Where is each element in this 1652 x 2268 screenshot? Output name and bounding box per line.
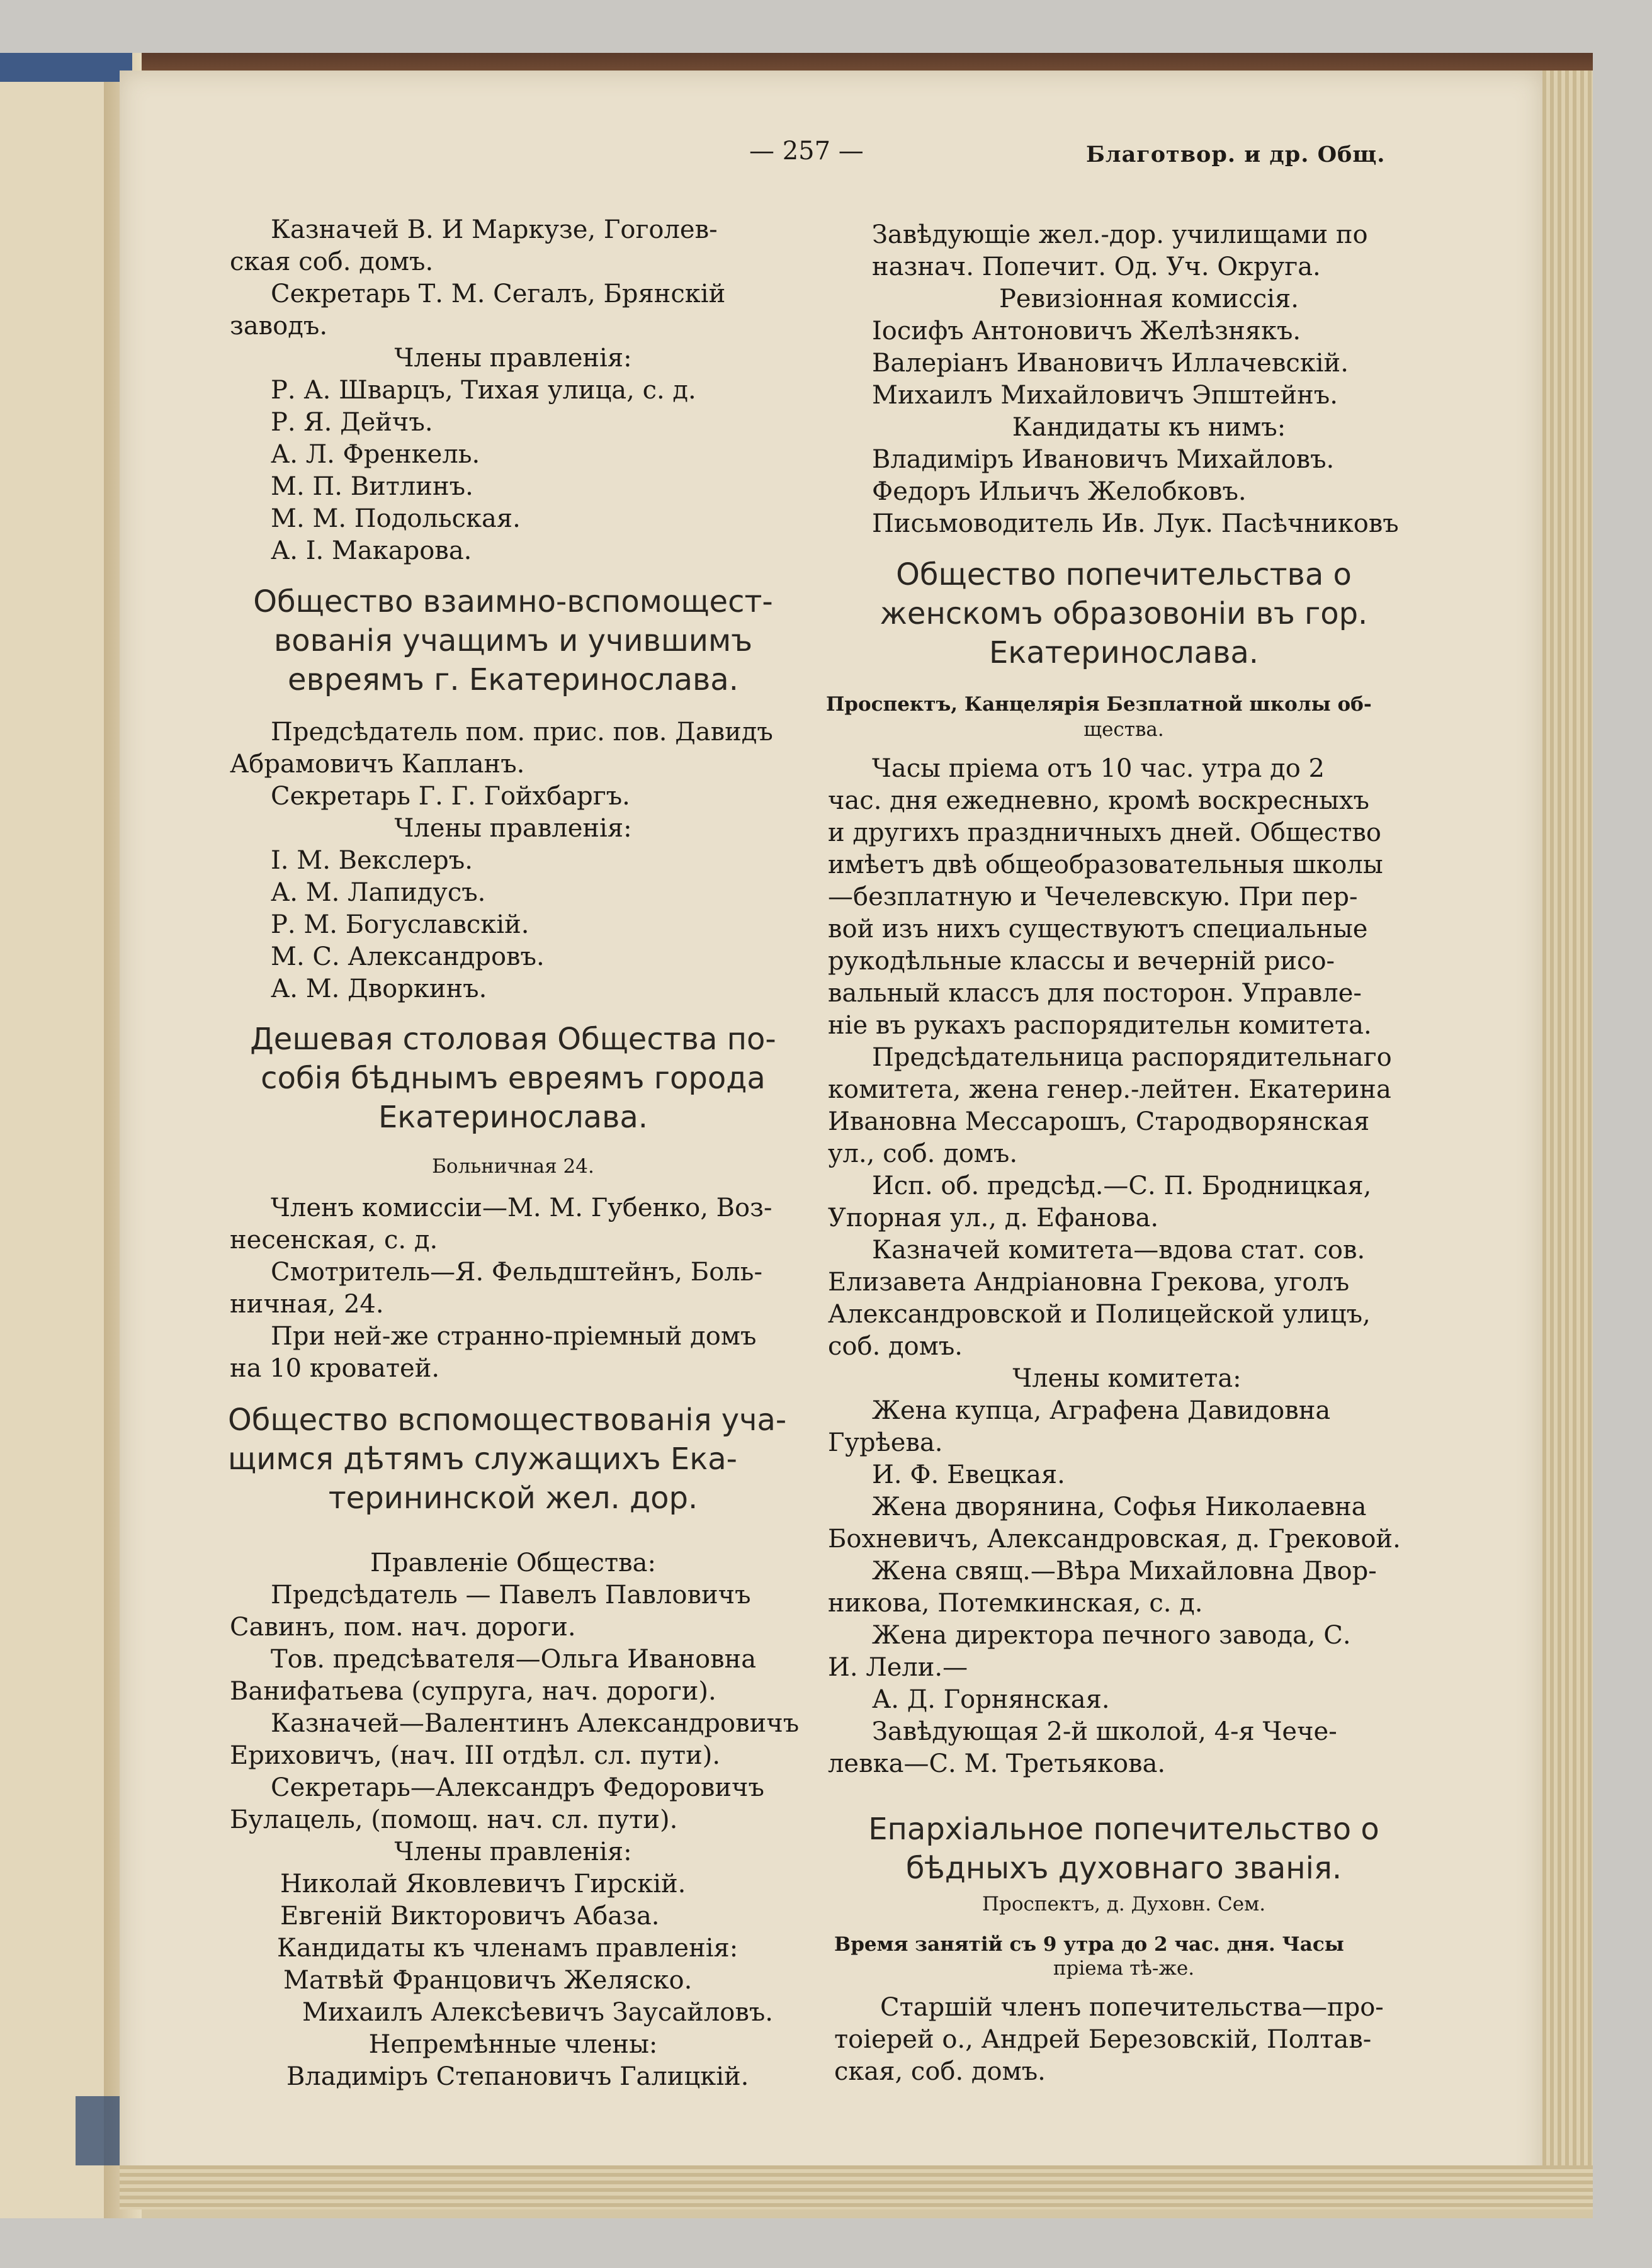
text-line: назнач. Попечит. Од. Уч. Округа. <box>872 252 1321 281</box>
address-line: Проспектъ, Канцелярiя Безплатной школы об- <box>826 693 1372 716</box>
text-line: и другихъ праздничныхъ дней. Общество <box>828 818 1381 847</box>
text-line: Жена дворянина, Софья Николаевна <box>872 1492 1367 1521</box>
text-line: Часы прiема отъ 10 час. утра до 2 <box>872 754 1325 783</box>
text-line: Матвѣй Францовичъ Желяско. <box>283 1966 693 1995</box>
text-line: Михаилъ Алексѣевичъ Заусайловъ. <box>302 1998 774 2027</box>
text-line: А. М. Лапидусъ. <box>271 878 486 907</box>
running-title: Благотвор. и др. Общ. <box>1086 142 1386 167</box>
text-line: несенская, с. д. <box>230 1226 438 1255</box>
text-line: А. Д. Горнянская. <box>872 1685 1110 1714</box>
text-line: час. дня ежедневно, кромѣ воскресныхъ <box>828 786 1369 815</box>
text-line: Николай Яковлевичъ Гирскiй. <box>280 1870 686 1898</box>
text-line: I. М. Векслеръ. <box>271 846 473 875</box>
section-heading: Екатеринослава. <box>378 1100 648 1135</box>
page-stack-bottom <box>120 2165 1593 2209</box>
section-heading: женскомъ образовонiи въ гор. <box>880 596 1368 631</box>
text-line: Предсѣдательница распорядительнаго <box>872 1043 1392 1072</box>
text-line: А. I. Макарова. <box>271 536 472 565</box>
text-line: комитета, жена генер.-лейтен. Екатерина <box>828 1075 1391 1104</box>
text-line: Кандидаты къ членамъ правленiя: <box>277 1934 738 1963</box>
text-line: Тов. предсѣвателя—Ольга Ивановна <box>271 1645 757 1674</box>
text-line: ничная, 24. <box>230 1290 384 1319</box>
text-line: Казначей—Валентинъ Александровичъ <box>271 1709 800 1738</box>
text-line: —безплатную и Чечелевскую. При пер- <box>828 883 1358 911</box>
text-line: Р. А. Шварцъ, Тихая улица, с. д. <box>271 376 696 405</box>
text-line: Жена свящ.—Вѣра Михайловна Двор- <box>872 1557 1377 1586</box>
text-line: Старшiй членъ попечительства—про- <box>880 1993 1384 2022</box>
section-heading: Общество взаимно-вспомощест- <box>253 584 773 619</box>
text-line: ская соб. домъ. <box>230 247 434 276</box>
text-line: на 10 кроватей. <box>230 1354 440 1383</box>
text-line: Предсѣдатель пом. прис. пов. Давидъ <box>271 718 773 747</box>
section-heading: Дешевая столовая Общества по- <box>250 1022 776 1057</box>
subheading: Правленiе Общества: <box>370 1549 656 1577</box>
text-line: Александровской и Полицейской улицъ, <box>828 1300 1371 1329</box>
text-line: Секретарь Т. М. Сегалъ, Брянскiй <box>271 279 726 308</box>
left-page-edge <box>0 53 128 2218</box>
subheading: Члены правленiя: <box>394 814 632 843</box>
section-heading: Общество попечительства о <box>896 557 1352 592</box>
text-line: Владимiръ Ивановичъ Михайловъ. <box>872 445 1335 474</box>
binding-strip <box>0 53 132 82</box>
subheading: Кандидаты къ нимъ: <box>1012 413 1286 442</box>
text-line: Евгенiй Викторовичъ Абаза. <box>280 1902 660 1931</box>
text-line: вой изъ нихъ существуютъ специальные <box>828 915 1368 944</box>
address-line: Больничная 24. <box>432 1155 594 1178</box>
text-line: Федоръ Ильичъ Желобковъ. <box>872 477 1247 506</box>
text-line: Бохневичъ, Александровская, д. Грековой. <box>828 1525 1401 1554</box>
section-heading: Екатеринослава. <box>988 635 1259 670</box>
text-line: Упорная ул., д. Ефанова. <box>828 1204 1159 1233</box>
subheading: Члены комитета: <box>1012 1364 1242 1393</box>
text-line: Владимiръ Степановичъ Галицкiй. <box>286 2062 749 2091</box>
text-line: Абрамовичъ Капланъ. <box>230 750 525 779</box>
page-number: — 257 — <box>749 137 864 166</box>
book-cover-top <box>0 53 1593 71</box>
text-line: Секретарь—Александръ Федоровичъ <box>271 1773 764 1802</box>
text-line: ул., соб. домъ. <box>828 1139 1018 1168</box>
address-line: Проспектъ, д. Духовн. Сем. <box>982 1893 1266 1915</box>
text-line: Валерiанъ Ивановичъ Иллачевскiй. <box>872 349 1349 378</box>
section-heading: щимся дѣтямъ служащихъ Ека- <box>228 1441 737 1477</box>
section-heading: бѣдныхъ духовнаго званiя. <box>905 1851 1342 1886</box>
text-line: Савинъ, пом. нач. дороги. <box>230 1613 576 1642</box>
text-line: Елизавета Андрiановна Грекова, уголъ <box>828 1268 1350 1297</box>
subheading: Непремѣнные члены: <box>368 2030 658 2059</box>
section-heading: собiя бѣднымъ евреямъ города <box>261 1061 766 1096</box>
text-line: ская, соб. домъ. <box>834 2057 1046 2086</box>
text-line: вальный классъ для посторон. Управле- <box>828 979 1362 1008</box>
text-line: Секретарь Г. Г. Гойхбаргъ. <box>271 782 630 811</box>
section-heading: Епархiальное попечительство о <box>868 1812 1379 1847</box>
text-line: Жена купца, Аграфена Давидовна <box>872 1396 1331 1425</box>
text-line: Р. Я. Дейчъ. <box>271 408 433 437</box>
section-heading: терининской жел. дор. <box>328 1481 698 1516</box>
text-line: Предсѣдатель — Павелъ Павловичъ <box>271 1581 751 1610</box>
text-line: тоiерей о., Андрей Березовскiй, Полтав- <box>834 2025 1372 2054</box>
text-line: Жена директора печного завода, С. <box>872 1621 1351 1650</box>
subheading: Члены правленiя: <box>394 1837 632 1866</box>
text-line: Булацель, (помощ. нач. сл. пути). <box>230 1805 678 1834</box>
text-line: М. М. Подольская. <box>271 504 521 533</box>
page-stack-right <box>1542 71 1593 2208</box>
text-line: Ивановна Мессарошъ, Стародворянская <box>828 1107 1370 1136</box>
hours-line: прiема тѣ-же. <box>1053 1957 1195 1980</box>
subheading: Ревизiонная комиссiя. <box>999 285 1299 313</box>
section-heading: Общество вспомоществованiя уча- <box>228 1402 787 1438</box>
text-line: Гурѣева. <box>828 1428 943 1457</box>
text-line: М. С. Александровъ. <box>271 942 545 971</box>
text-line: левка—С. М. Третьякова. <box>828 1749 1166 1778</box>
text-line: А. Л. Френкель. <box>271 440 480 469</box>
text-line: Завѣдующiе жел.-дор. училищами по <box>872 220 1368 249</box>
text-line: Казначей В. И Маркузе, Гоголев- <box>271 215 718 244</box>
text-line: соб. домъ. <box>828 1332 963 1361</box>
text-line: И. Лели.— <box>828 1653 968 1682</box>
text-line: Р. М. Богуславскiй. <box>271 910 529 939</box>
text-line: никова, Потемкинская, с. д. <box>828 1589 1203 1618</box>
section-heading: вованiя учащимъ и учившимъ <box>273 623 753 658</box>
text-line: И. Ф. Евецкая. <box>872 1460 1065 1489</box>
text-line: Членъ комиссiи—М. М. Губенко, Воз- <box>271 1193 772 1222</box>
text-line: А. М. Дворкинъ. <box>271 974 487 1003</box>
text-line: нiе въ рукахъ распорядительн комитета. <box>828 1011 1372 1040</box>
text-line: Казначей комитета—вдова стат. сов. <box>872 1236 1366 1265</box>
text-line: Ериховичъ, (нач. III отдѣл. сл. пути). <box>230 1741 721 1770</box>
subheading: Члены правленiя: <box>394 344 632 373</box>
text-line: Ванифатьева (супруга, нач. дороги). <box>230 1677 716 1706</box>
text-line: Iосифъ Антоновичъ Желѣзнякъ. <box>872 317 1301 346</box>
text-line: Исп. об. предсѣд.—С. П. Бродницкая, <box>872 1171 1372 1200</box>
hours-line: Время занятiй съ 9 утра до 2 час. дня. Часы <box>834 1933 1344 1956</box>
text-line: имѣетъ двѣ общеобразовательныя школы <box>828 850 1383 879</box>
text-line: Смотритель—Я. Фельдштейнъ, Боль- <box>271 1258 762 1287</box>
text-line: Завѣдующая 2-й школой, 4-я Чече- <box>872 1717 1337 1746</box>
text-line: Михаилъ Михайловичъ Эпштейнъ. <box>872 381 1338 410</box>
text-line: рукодѣльные классы и вечернiй рисо- <box>828 947 1335 976</box>
address-line: щества. <box>1083 718 1164 741</box>
text-line: Письмоводитель Ив. Лук. Пасѣчниковъ <box>872 509 1399 538</box>
section-heading: евреямъ г. Екатеринослава. <box>288 662 738 697</box>
text-line: При ней-же странно-прiемный домъ <box>271 1322 757 1351</box>
text-line: М. П. Витлинъ. <box>271 472 473 501</box>
text-line: заводъ. <box>230 312 328 341</box>
